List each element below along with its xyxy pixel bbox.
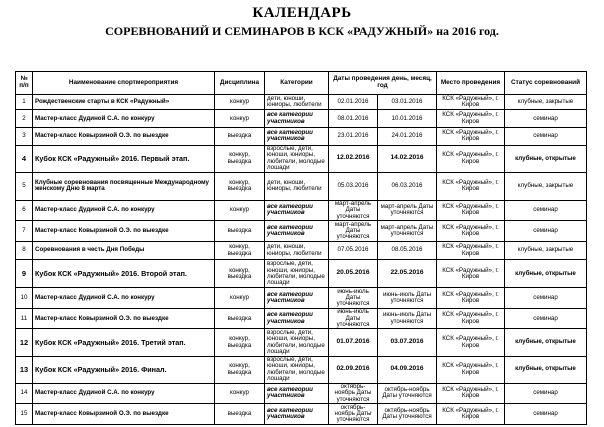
table-row	[16, 383, 587, 404]
row-num: 14	[16, 383, 33, 404]
table-row	[16, 110, 587, 128]
table-row	[16, 356, 587, 383]
discipline-cell: конкур	[215, 288, 265, 309]
event-name: Кубок КСК «Радужный» 2016. Финал.	[33, 356, 215, 383]
status-cell: семинар	[505, 221, 587, 242]
date-end-cell: октябрь-ноябрь Даты уточняются	[378, 383, 437, 404]
place-cell: КСК «Радужный», г. Киров	[437, 221, 505, 242]
date-end-cell: март-апрель Даты уточняются	[378, 200, 437, 221]
table-row	[16, 145, 587, 172]
date-end-cell: 08.05.2016	[378, 241, 437, 260]
date-start-cell: 02.01.2016	[329, 95, 378, 110]
date-end-cell: 14.02.2016	[378, 145, 437, 172]
place-cell: КСК «Радужный», г. Киров	[437, 95, 505, 110]
categories-cell: дети, юноши, юниоры, любители	[265, 95, 329, 110]
place-cell: КСК «Радужный», г. Киров	[437, 329, 505, 356]
header-discipline: Дисциплина	[215, 72, 265, 95]
place-cell: КСК «Радужный», г. Киров	[437, 356, 505, 383]
categories-cell: все категории участников	[265, 308, 329, 329]
categories-cell: все категории участников	[265, 200, 329, 221]
place-cell: КСК «Радужный», г. Киров	[437, 172, 505, 200]
discipline-cell: конкур, выездка	[215, 329, 265, 356]
row-num: 7	[16, 221, 33, 242]
table-row	[16, 288, 587, 309]
place-cell: КСК «Радужный», г. Киров	[437, 260, 505, 288]
row-num: 8	[16, 241, 33, 260]
header-num: № п/п	[16, 72, 33, 95]
event-name: Мастер-класс Дудиной С.А. по конкуру	[33, 288, 215, 309]
row-num: 13	[16, 356, 33, 383]
calendar-table	[15, 71, 587, 425]
table-row	[16, 200, 587, 221]
categories-cell: взрослые, дети, юноши, юниоры, любители, молодые лошади	[265, 329, 329, 356]
categories-cell: взрослые, дети, юноши, юниоры, любители, молодые лошади	[265, 356, 329, 383]
categories-cell: все категории участников	[265, 128, 329, 146]
categories-cell: дети, юноши, юниоры, любители	[265, 241, 329, 260]
date-start-cell: октябрь-ноябрь Даты уточняются	[329, 383, 378, 404]
row-num: 1	[16, 95, 33, 110]
date-end-cell: 03.07.2016	[378, 329, 437, 356]
table-row	[16, 95, 587, 110]
date-start-cell: 08.01.2016	[329, 110, 378, 128]
status-cell: клубные, открытые	[505, 329, 587, 356]
date-start-cell: март-апрель Даты уточняются	[329, 221, 378, 242]
event-name: Кубок КСК «Радужный» 2016. Первый этап.	[33, 145, 215, 172]
place-cell: КСК «Радужный», г. Киров	[437, 128, 505, 146]
status-cell: семинар	[505, 288, 587, 309]
header-categories: Категории	[265, 72, 329, 95]
status-cell: клубные, закрытые	[505, 172, 587, 200]
place-cell: КСК «Радужный», г. Киров	[437, 308, 505, 329]
row-num: 9	[16, 260, 33, 288]
categories-cell: все категории участников	[265, 110, 329, 128]
discipline-cell: выездка	[215, 128, 265, 146]
status-cell: клубные, закрытые	[505, 95, 587, 110]
categories-cell: все категории участников	[265, 383, 329, 404]
row-num: 5	[16, 172, 33, 200]
event-name: Кубок КСК «Радужный» 2016. Третий этап.	[33, 329, 215, 356]
discipline-cell: конкур, выездка	[215, 356, 265, 383]
categories-cell: взрослые, дети, юноши, юниоры, любители, молодые лошади	[265, 145, 329, 172]
date-start-cell: июнь-июль Даты уточняются	[329, 308, 378, 329]
row-num: 12	[16, 329, 33, 356]
date-end-cell: 10.01.2016	[378, 110, 437, 128]
discipline-cell: конкур, выездка	[215, 260, 265, 288]
categories-cell: дети, юноши, юниоры, любители	[265, 172, 329, 200]
table-row	[16, 221, 587, 242]
event-name: Мастер-класс Ковырзиной О.Э. по выездке	[33, 221, 215, 242]
place-cell: КСК «Радужный», г. Киров	[437, 241, 505, 260]
discipline-cell: конкур	[215, 383, 265, 404]
status-cell: семинар	[505, 128, 587, 146]
row-num: 15	[16, 404, 33, 425]
status-cell: семинар	[505, 200, 587, 221]
status-cell: клубные, открытые	[505, 356, 587, 383]
date-start-cell: июнь-июль Даты уточняются	[329, 288, 378, 309]
event-name: Мастер-класс Дудиной С.А. по конкуру	[33, 383, 215, 404]
date-start-cell: 07.05.2016	[329, 241, 378, 260]
date-end-cell: июнь-июль Даты уточняются	[378, 288, 437, 309]
discipline-cell: конкур	[215, 200, 265, 221]
row-num: 6	[16, 200, 33, 221]
document-subtitle: СОРЕВНОВАНИЙ И СЕМИНАРОВ В КСК «РАДУЖНЫЙ» на 2016 год.	[105, 24, 499, 38]
event-name: Мастер-класс Дудиной С.А. по конкуру	[33, 200, 215, 221]
categories-cell: все категории участников	[265, 404, 329, 425]
place-cell: КСК «Радужный», г. Киров	[437, 200, 505, 221]
table-row	[16, 260, 587, 288]
table-row	[16, 308, 587, 329]
status-cell: семинар	[505, 308, 587, 329]
discipline-cell: выездка	[215, 404, 265, 425]
status-cell: семинар	[505, 383, 587, 404]
date-start-cell: 05.03.2016	[329, 172, 378, 200]
table-row	[16, 404, 587, 425]
categories-cell: все категории участников	[265, 221, 329, 242]
table-row	[16, 172, 587, 200]
row-num: 10	[16, 288, 33, 309]
discipline-cell: выездка	[215, 308, 265, 329]
table-row	[16, 329, 587, 356]
header-name: Наименование спортмероприятия	[33, 72, 215, 95]
date-end-cell: 04.09.2016	[378, 356, 437, 383]
discipline-cell: выездка	[215, 221, 265, 242]
status-cell: клубные, открытые	[505, 145, 587, 172]
place-cell: КСК «Радужный», г. Киров	[437, 383, 505, 404]
header-dates: Даты проведения день, месяц, год	[329, 72, 437, 95]
categories-cell: все категории участников	[265, 288, 329, 309]
date-end-cell: 22.05.2016	[378, 260, 437, 288]
discipline-cell: конкур	[215, 110, 265, 128]
date-end-cell: 06.03.2016	[378, 172, 437, 200]
event-name: Мастер-класс Дудиной С.А. по конкуру	[33, 110, 215, 128]
event-name: Клубные соревнования посвященные Международному женскому Дню 8 марта	[33, 172, 215, 200]
date-end-cell: октябрь-ноябрь Даты уточняются	[378, 404, 437, 425]
status-cell: клубные, открытые	[505, 260, 587, 288]
date-end-cell: 03.01.2016	[378, 95, 437, 110]
event-name: Мастер-класс Ковырзиной О.Э. по выездке	[33, 308, 215, 329]
discipline-cell: конкур, выездка	[215, 241, 265, 260]
date-start-cell: 12.02.2016	[329, 145, 378, 172]
row-num: 4	[16, 145, 33, 172]
date-start-cell: март-апрель Даты уточняются	[329, 200, 378, 221]
event-name: Кубок КСК «Радужный» 2016. Второй этап.	[33, 260, 215, 288]
table-row	[16, 241, 587, 260]
date-start-cell: 23.01.2016	[329, 128, 378, 146]
place-cell: КСК «Радужный», г. Киров	[437, 404, 505, 425]
place-cell: КСК «Радужный», г. Киров	[437, 110, 505, 128]
place-cell: КСК «Радужный», г. Киров	[437, 288, 505, 309]
status-cell: семинар	[505, 404, 587, 425]
table-row	[16, 128, 587, 146]
event-name: Мастер-класс Ковырзиной О.Э. по выездке	[33, 128, 215, 146]
event-name: Рождественские старты в КСК «Радужный»	[33, 95, 215, 110]
row-num: 2	[16, 110, 33, 128]
date-start-cell: 02.09.2016	[329, 356, 378, 383]
status-cell: клубные, закрытые	[505, 241, 587, 260]
header-status: Статус соревнований	[505, 72, 587, 95]
date-start-cell: 01.07.2016	[329, 329, 378, 356]
discipline-cell: конкур, выездка	[215, 145, 265, 172]
row-num: 11	[16, 308, 33, 329]
document-title: КАЛЕНДАРЬ	[252, 5, 352, 21]
discipline-cell: конкур	[215, 95, 265, 110]
row-num: 3	[16, 128, 33, 146]
discipline-cell: конкур, выездка	[215, 172, 265, 200]
categories-cell: взрослые, дети, юноши, юниоры, любители, молодые лошади	[265, 260, 329, 288]
date-end-cell: июнь-июль Даты уточняются	[378, 308, 437, 329]
event-name: Мастер-класс Ковырзиной О.Э. по выездке	[33, 404, 215, 425]
place-cell: КСК «Радужный», г. Киров	[437, 145, 505, 172]
date-end-cell: март-апрель Даты уточняются	[378, 221, 437, 242]
status-cell: семинар	[505, 110, 587, 128]
date-end-cell: 24.01.2016	[378, 128, 437, 146]
event-name: Соревнования в честь Дня Победы	[33, 241, 215, 260]
date-start-cell: октябрь-ноябрь Даты уточняются	[329, 404, 378, 425]
header-place: Место проведения	[437, 72, 505, 95]
table-header-row	[16, 72, 587, 95]
date-start-cell: 20.05.2016	[329, 260, 378, 288]
